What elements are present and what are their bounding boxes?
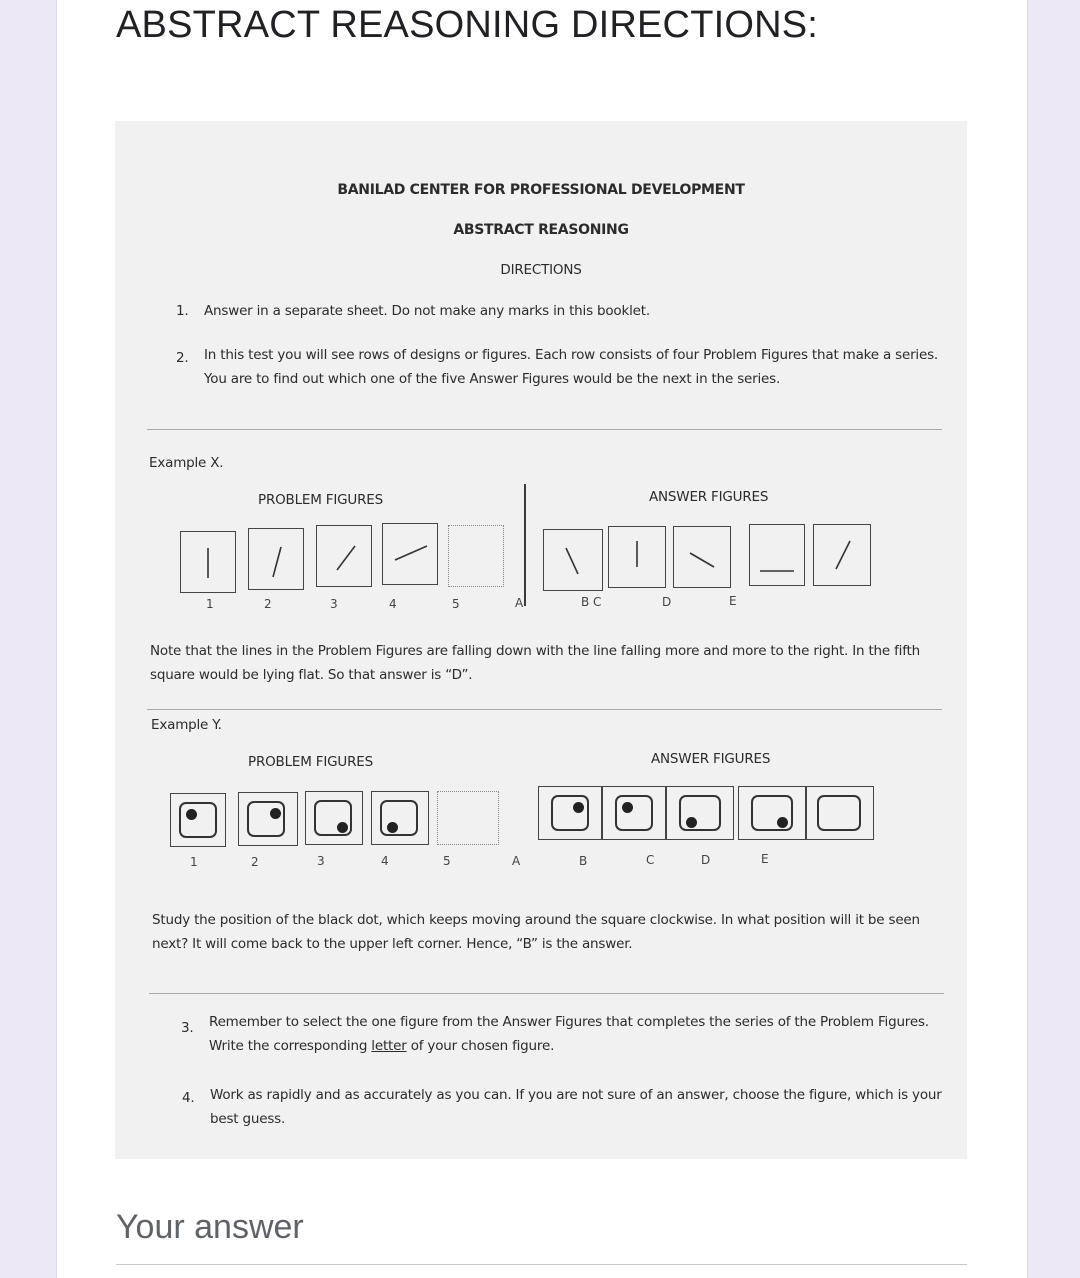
y-answer-figure-b <box>602 786 666 840</box>
divider <box>149 993 944 994</box>
item-1-text: Answer in a separate sheet. Do not make any marks in this booklet. <box>204 303 650 319</box>
item-2-number: 2. <box>176 350 189 366</box>
y-problem-figure-4 <box>371 791 429 845</box>
y-number-2: 2 <box>251 855 259 869</box>
x-number-3: 3 <box>330 597 338 611</box>
example-y-label: Example Y. <box>151 717 222 733</box>
divider <box>147 429 942 430</box>
y-number-5: 5 <box>443 854 451 868</box>
y-answer-figure-d <box>738 786 806 840</box>
separator-line <box>524 484 526 606</box>
your-answer-label: Your answer <box>116 1208 304 1246</box>
item-4-text: Work as rapidly and as accurately as you can. If you are not sure of an answer, choose the figure, which is your best guess. <box>210 1087 942 1127</box>
y-answer-figure-e <box>806 786 874 840</box>
example-x-answer-label: ANSWER FIGURES <box>649 489 769 505</box>
x-number-2: 2 <box>264 597 272 611</box>
y-letter-a: A <box>512 854 521 868</box>
x-letter-e: E <box>729 594 737 608</box>
directions-heading: DIRECTIONS <box>500 262 582 278</box>
x-letter-d: D <box>662 595 672 609</box>
y-letter-e: E <box>761 852 769 866</box>
x-number-5: 5 <box>452 597 460 611</box>
item-2-text: In this test you will see rows of designs or figures. Each row consists of four Problem Figures that make a series. You are to find out which one of the five Answer Figures would be the next in the series. <box>204 347 939 387</box>
example-y-problem-label: PROBLEM FIGURES <box>248 754 373 770</box>
y-problem-figure-2 <box>238 792 298 846</box>
x-problem-figure-4 <box>382 523 438 585</box>
x-problem-figure-5-empty <box>448 525 504 587</box>
y-letter-b: B <box>579 854 588 868</box>
x-number-4: 4 <box>389 597 397 611</box>
item-3-text: Remember to select the one figure from the Answer Figures that completes the series of the Problem Figures. Write the corresponding letter of your chosen figure. <box>209 1014 929 1054</box>
answer-input[interactable] <box>116 1264 967 1265</box>
y-problem-figure-3 <box>305 791 363 845</box>
y-answer-figure-c <box>666 786 734 840</box>
y-number-3: 3 <box>317 854 325 868</box>
example-x-label: Example X. <box>149 455 224 471</box>
x-letter-bc: B C <box>581 595 602 609</box>
item-3-number: 3. <box>181 1020 194 1036</box>
y-number-4: 4 <box>381 854 389 868</box>
example-y-note: Study the position of the black dot, which keeps moving around the square clockwise. In what position will it be seen next? It will come back to the upper left corner. Hence, “B” is the answer. <box>152 912 920 952</box>
y-number-1: 1 <box>190 855 198 869</box>
item-4-number: 4. <box>182 1090 195 1106</box>
y-problem-figure-1 <box>170 793 226 847</box>
question-title: ABSTRACT REASONING DIRECTIONS: <box>116 4 819 46</box>
y-answer-figure-a <box>538 786 602 840</box>
x-problem-figure-2 <box>248 528 304 590</box>
x-answer-figure-d <box>749 524 805 586</box>
x-answer-figure-b <box>608 526 666 588</box>
x-problem-figure-1 <box>180 531 236 593</box>
x-answer-figure-a <box>543 529 603 591</box>
subject-title: ABSTRACT REASONING <box>453 222 629 238</box>
org-title: BANILAD CENTER FOR PROFESSIONAL DEVELOPMENT <box>337 182 745 198</box>
y-letter-d: D <box>701 853 711 867</box>
example-x-problem-label: PROBLEM FIGURES <box>258 492 383 508</box>
y-letter-c: C <box>646 853 655 867</box>
example-x-note: Note that the lines in the Problem Figures are falling down with the line falling more and more to the right. In the fifth square would be lying flat. So that answer is “D”. <box>150 643 920 683</box>
directions-image <box>115 121 967 1159</box>
x-answer-figure-e <box>813 524 871 586</box>
x-number-1: 1 <box>206 597 214 611</box>
y-problem-figure-5-empty <box>437 791 499 845</box>
example-y-answer-label: ANSWER FIGURES <box>651 751 771 767</box>
x-letter-a: A <box>515 596 524 610</box>
item-1-number: 1. <box>176 303 189 319</box>
divider <box>147 709 942 710</box>
x-answer-figure-c <box>673 526 731 588</box>
x-problem-figure-3 <box>316 525 372 587</box>
